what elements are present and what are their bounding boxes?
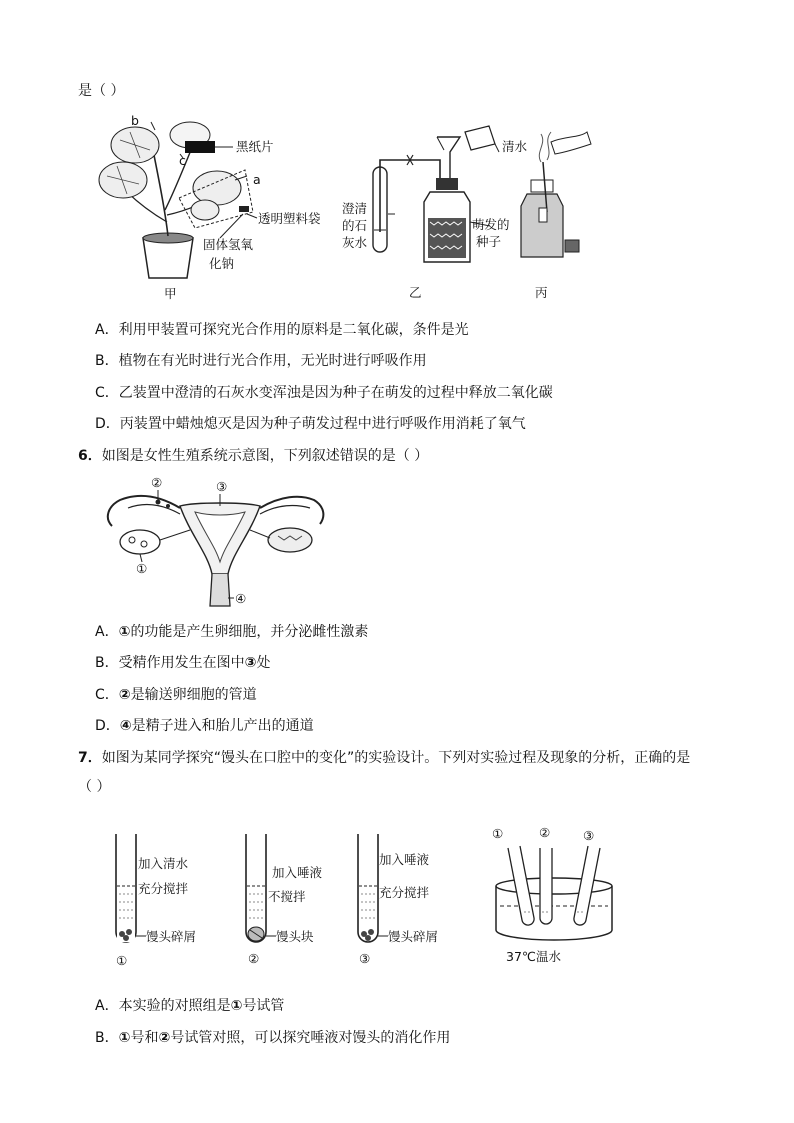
- figure-water-bath: [488, 826, 618, 966]
- q7-stem-paren: （ ）: [78, 779, 111, 795]
- tube1-label-2: 充分搅拌: [138, 881, 189, 896]
- label-limewater-1: 澄清: [342, 201, 368, 216]
- label-naoh-line1: 固体氢氧: [203, 237, 254, 252]
- label-4-vagina: ④: [235, 591, 247, 606]
- q6-option-b-letter: B．: [95, 655, 119, 671]
- label-limewater-2: 的石: [342, 218, 368, 233]
- tube2-label-2: 不搅拌: [268, 889, 306, 904]
- q6-option-a-mark: ①: [118, 624, 131, 640]
- tube2-number: ②: [248, 951, 260, 966]
- q7-option-b-mark: ①: [118, 1030, 131, 1046]
- q6-option-a[interactable]: [95, 623, 368, 641]
- label-black-paper: 黑纸片: [236, 139, 274, 154]
- q7-option-a[interactable]: [95, 997, 284, 1015]
- label-3-uterus: ③: [216, 479, 228, 494]
- tube2-bottom-label: 馒头块: [276, 929, 314, 944]
- bath-tube1-number: ①: [492, 826, 504, 841]
- q6-option-d[interactable]: [95, 717, 314, 735]
- q6-option-b-pre: 受精作用发生在图中: [118, 655, 245, 671]
- figure-tube-1: [110, 832, 220, 972]
- q6-option-c-text: 是输送卵细胞的管道: [130, 687, 257, 703]
- label-plastic-bag: 透明塑料袋: [258, 211, 321, 226]
- label-bing: 丙: [535, 285, 548, 300]
- bath-label: 37℃温水: [506, 949, 561, 964]
- tube3-bottom-label: 馒头碎屑: [388, 929, 439, 944]
- q6-stem: [78, 447, 428, 465]
- q7-stem-text: 如图为某同学探究“馒头在口腔中的变化”的实验设计。下列对实验过程及现象的分析，正确的是: [101, 750, 691, 766]
- q5-option-b[interactable]: B．植物在有光时进行光合作用，无光时进行呼吸作用: [95, 353, 427, 369]
- tube3-label-2: 充分搅拌: [379, 885, 430, 900]
- q7-stem: [78, 749, 690, 767]
- q7-number: 7．: [78, 750, 102, 766]
- label-1-ovary: ①: [136, 561, 148, 576]
- q5-option-a[interactable]: A．利用甲装置可探究光合作用的原料是二氧化碳，条件是光: [95, 322, 469, 338]
- q6-option-c[interactable]: [95, 686, 257, 704]
- label-a: a: [253, 172, 261, 187]
- label-yi: 乙: [409, 285, 422, 300]
- figure-jia-plant: [95, 110, 321, 305]
- tube1-bottom-label: 馒头碎屑: [146, 929, 197, 944]
- q7-option-a-pre: 本实验的对照组是: [118, 998, 231, 1014]
- q7-option-b-text: 号试管对照，可以探究唾液对馒头的消化作用: [170, 1030, 451, 1046]
- q5-option-d[interactable]: D．丙装置中蜡烛熄灭是因为种子萌发过程中进行呼吸作用消耗了氧气: [95, 416, 526, 432]
- tube3-number: ③: [359, 951, 371, 966]
- q6-option-b-text: 处: [256, 655, 271, 671]
- label-b: b: [131, 113, 139, 128]
- tube1-label-1: 加入清水: [138, 856, 189, 871]
- q5-option-c[interactable]: C．乙装置中澄清的石灰水变浑浊是因为种子在萌发的过程中释放二氧化碳: [95, 385, 553, 401]
- bath-tube3-number: ③: [583, 828, 595, 843]
- tube2-label-1: 加入唾液: [272, 865, 323, 880]
- q6-option-d-letter: D．: [95, 718, 120, 734]
- q7-option-b-mid: 号和: [130, 1030, 159, 1046]
- label-2-oviduct: ②: [151, 475, 163, 490]
- q6-option-d-mark: ④: [119, 718, 132, 734]
- q6-option-b[interactable]: [95, 654, 270, 672]
- q5-stem-tail: 是（ ）: [78, 83, 125, 99]
- label-naoh-line2: 化钠: [209, 256, 235, 271]
- figure-tube-2: [240, 832, 350, 972]
- q6-option-c-mark: ②: [118, 687, 131, 703]
- label-limewater-3: 灰水: [342, 235, 368, 250]
- figure-bing-candle: [455, 122, 595, 302]
- q6-number: 6．: [78, 448, 102, 464]
- tube1-number: ①: [116, 953, 128, 968]
- label-jia: 甲: [164, 286, 177, 301]
- label-water: 清水: [502, 139, 528, 154]
- q7-option-b-mark2: ②: [158, 1030, 171, 1046]
- q6-option-a-letter: A．: [95, 624, 119, 640]
- figure-tube-3: [352, 832, 462, 972]
- q7-option-a-mark: ①: [230, 998, 243, 1014]
- q6-stem-text: 如图是女性生殖系统示意图，下列叙述错误的是（ ）: [101, 448, 429, 464]
- q6-option-b-mark: ③: [244, 655, 257, 671]
- label-c: c: [179, 153, 186, 168]
- q6-option-d-text: 是精子进入和胎儿产出的通道: [131, 718, 314, 734]
- q7-option-b[interactable]: [95, 1029, 450, 1047]
- q7-option-b-letter: B．: [95, 1030, 119, 1046]
- bath-tube2-number: ②: [539, 825, 551, 840]
- tube3-label-1: 加入唾液: [379, 852, 430, 867]
- figure-female-reproductive-system: [100, 474, 340, 614]
- q7-option-a-text: 号试管: [242, 998, 285, 1014]
- q6-option-a-text: 的功能是产生卵细胞，并分泌雌性激素: [130, 624, 369, 640]
- q7-option-a-letter: A．: [95, 998, 119, 1014]
- q6-option-c-letter: C．: [95, 687, 119, 703]
- label-seeds-1: 萌发的: [472, 217, 510, 232]
- label-seeds-2: 种子: [476, 234, 502, 249]
